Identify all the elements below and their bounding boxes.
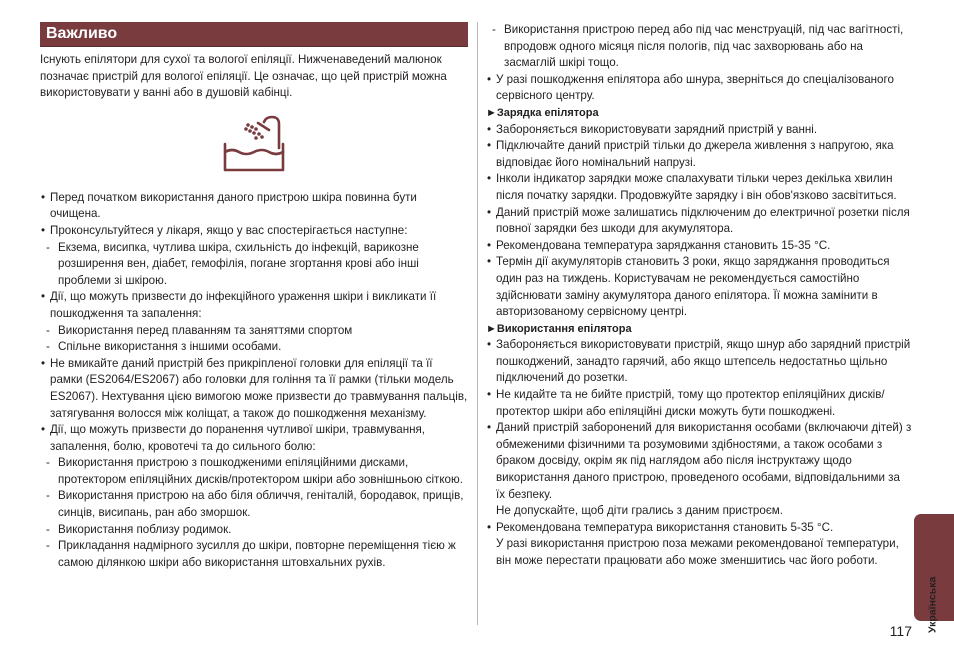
left-column [40, 22, 468, 571]
bullet-item: • Даний пристрій заборонений для використання особами (включаючи дітей) з обмеженими фізичними та розумовими здібностями, а також особами з браком досвіду, окрім як під наглядом або після інструктажу щодо використання даного пристрою, проведеного особами, відповідальними за їх безпеку. [486, 420, 912, 503]
bullet-item: • Дії, що можуть призвести до інфекційного ураження шкіри і викликати її пошкодження та запалення: [40, 289, 468, 322]
subheading-usage: ►Використання епілятора [486, 322, 632, 335]
dash-item: - Використання поблизу родимок. [40, 522, 468, 539]
dash-item: - Спільне використання з іншими особами. [40, 339, 468, 356]
bullet-item: • Забороняється використовувати зарядний пристрій у ванні. [486, 122, 912, 139]
bath-shower-icon-wrap [40, 114, 468, 176]
page-number: 117 [889, 623, 912, 639]
column-divider [477, 22, 478, 625]
subheading-charging: ►Зарядка епілятора [486, 106, 599, 119]
bullet-item: • Забороняється використовувати пристрій, якщо шнур або зарядний пристрій пошкоджений, занадто гарячий, або якщо штепсель недостатньо щільно підключений до розетки. [486, 337, 912, 387]
language-label: Українська [926, 576, 939, 634]
bullet-item: • Рекомендована температура заряджання становить 15-35 °C. [486, 238, 912, 255]
bullet-item: • Дії, що можуть призвести до поранення чутливої шкіри, травмування, запалення, болю, кровотечі та до сильного болю: [40, 422, 468, 455]
bullet-item: • Підключайте даний пристрій тільки до джерела живлення з напругою, яка відповідає його номінальний напрузі. [486, 138, 912, 171]
dash-item: - Використання пристрою на або біля обличчя, геніталій, бородавок, прищів, синців, висипань, ран або зморшок. [40, 488, 468, 521]
bullet-item: • Проконсультуйтеся у лікаря, якщо у вас спостерігається наступне: [40, 223, 468, 240]
bath-shower-icon [221, 114, 287, 176]
bullet-item: • Інколи індикатор зарядки може спалахувати тільки через декілька хвилин після початку зарядки. Продовжуйте зарядку і він обов'язково засвітиться. [486, 171, 912, 204]
dash-item: - Екзема, висипка, чутлива шкіра, схильність до інфекцій, варикозне розширення вен, діабет, гемофілія, погане згортання крові або інші проблеми зі шкірою. [40, 240, 468, 290]
continuation-text: У разі використання пристрою поза межами рекомендованої температури, він може перестати працювати або може зменшитись час його роботи. [496, 537, 899, 567]
bullet-item: • Не кидайте та не бийте пристрій, тому що протектор епіляційних дисків/протектор шкіри або епіляційні диски можуть бути пошкоджені. [486, 387, 912, 420]
bullet-item: • Не вмикайте даний пристрій без прикріпленої головки для епіляції та її рамки (ES2064/ES2067) або головки для гоління та її рамки (тільки модель ES2067). Нехтування цією вимогою може призвести до травмування пальців, затягування волосся між коліщат, а також до пошкодження механізму. [40, 356, 468, 422]
bullet-item: • Рекомендована температура використання становить 5-35 °C. [486, 520, 912, 537]
bullet-item: • У разі пошкодження епілятора або шнура, зверніться до спеціалізованого сервісного центру. [486, 72, 912, 105]
dash-item: - Використання пристрою з пошкодженими епіляційними дисками, протектором епіляційних дисків/протектором шкіри або зовнішньою сіткою. [40, 455, 468, 488]
bullet-item: • Даний пристрій може залишатись підключеним до електричної розетки після повної зарядки без шкоди для акумулятора. [486, 205, 912, 238]
dash-item: - Прикладання надмірного зусилля до шкіри, повторне переміщення тією ж самою ділянкою шкіри або використання штовхальних рухів. [40, 538, 468, 571]
intro-paragraph: Існують епілятори для сухої та вологої епіляції. Нижченаведений малюнок позначає пристрій для вологої епіляції. Це означає, що цей пристрій можна використовувати у ванні або в душовій кабінці. [40, 53, 447, 100]
bullet-item: • Термін дії акумуляторів становить 3 роки, якщо заряджання проводиться один раз на тиждень. Користувачам не рекомендується самостійно здійснювати заміну акумулятора даного епілятора. Її можна замінити в авторизованому сервісному центрі. [486, 254, 912, 320]
continuation-text: Не допускайте, щоб діти грались з даним пристроєм. [496, 504, 783, 518]
dash-item: - Використання перед плаванням та заняттями спортом [40, 323, 468, 340]
dash-item: - Використання пристрою перед або під час менструацій, під час вагітності, впродовж одного місяця після пологів, під час захворювань або на засмаглій шкірі тощо. [486, 22, 912, 72]
right-column [486, 22, 912, 570]
section-header: Важливо [40, 22, 468, 47]
bullet-item: • Перед початком використання даного пристрою шкіра повинна бути очищена. [40, 190, 468, 223]
